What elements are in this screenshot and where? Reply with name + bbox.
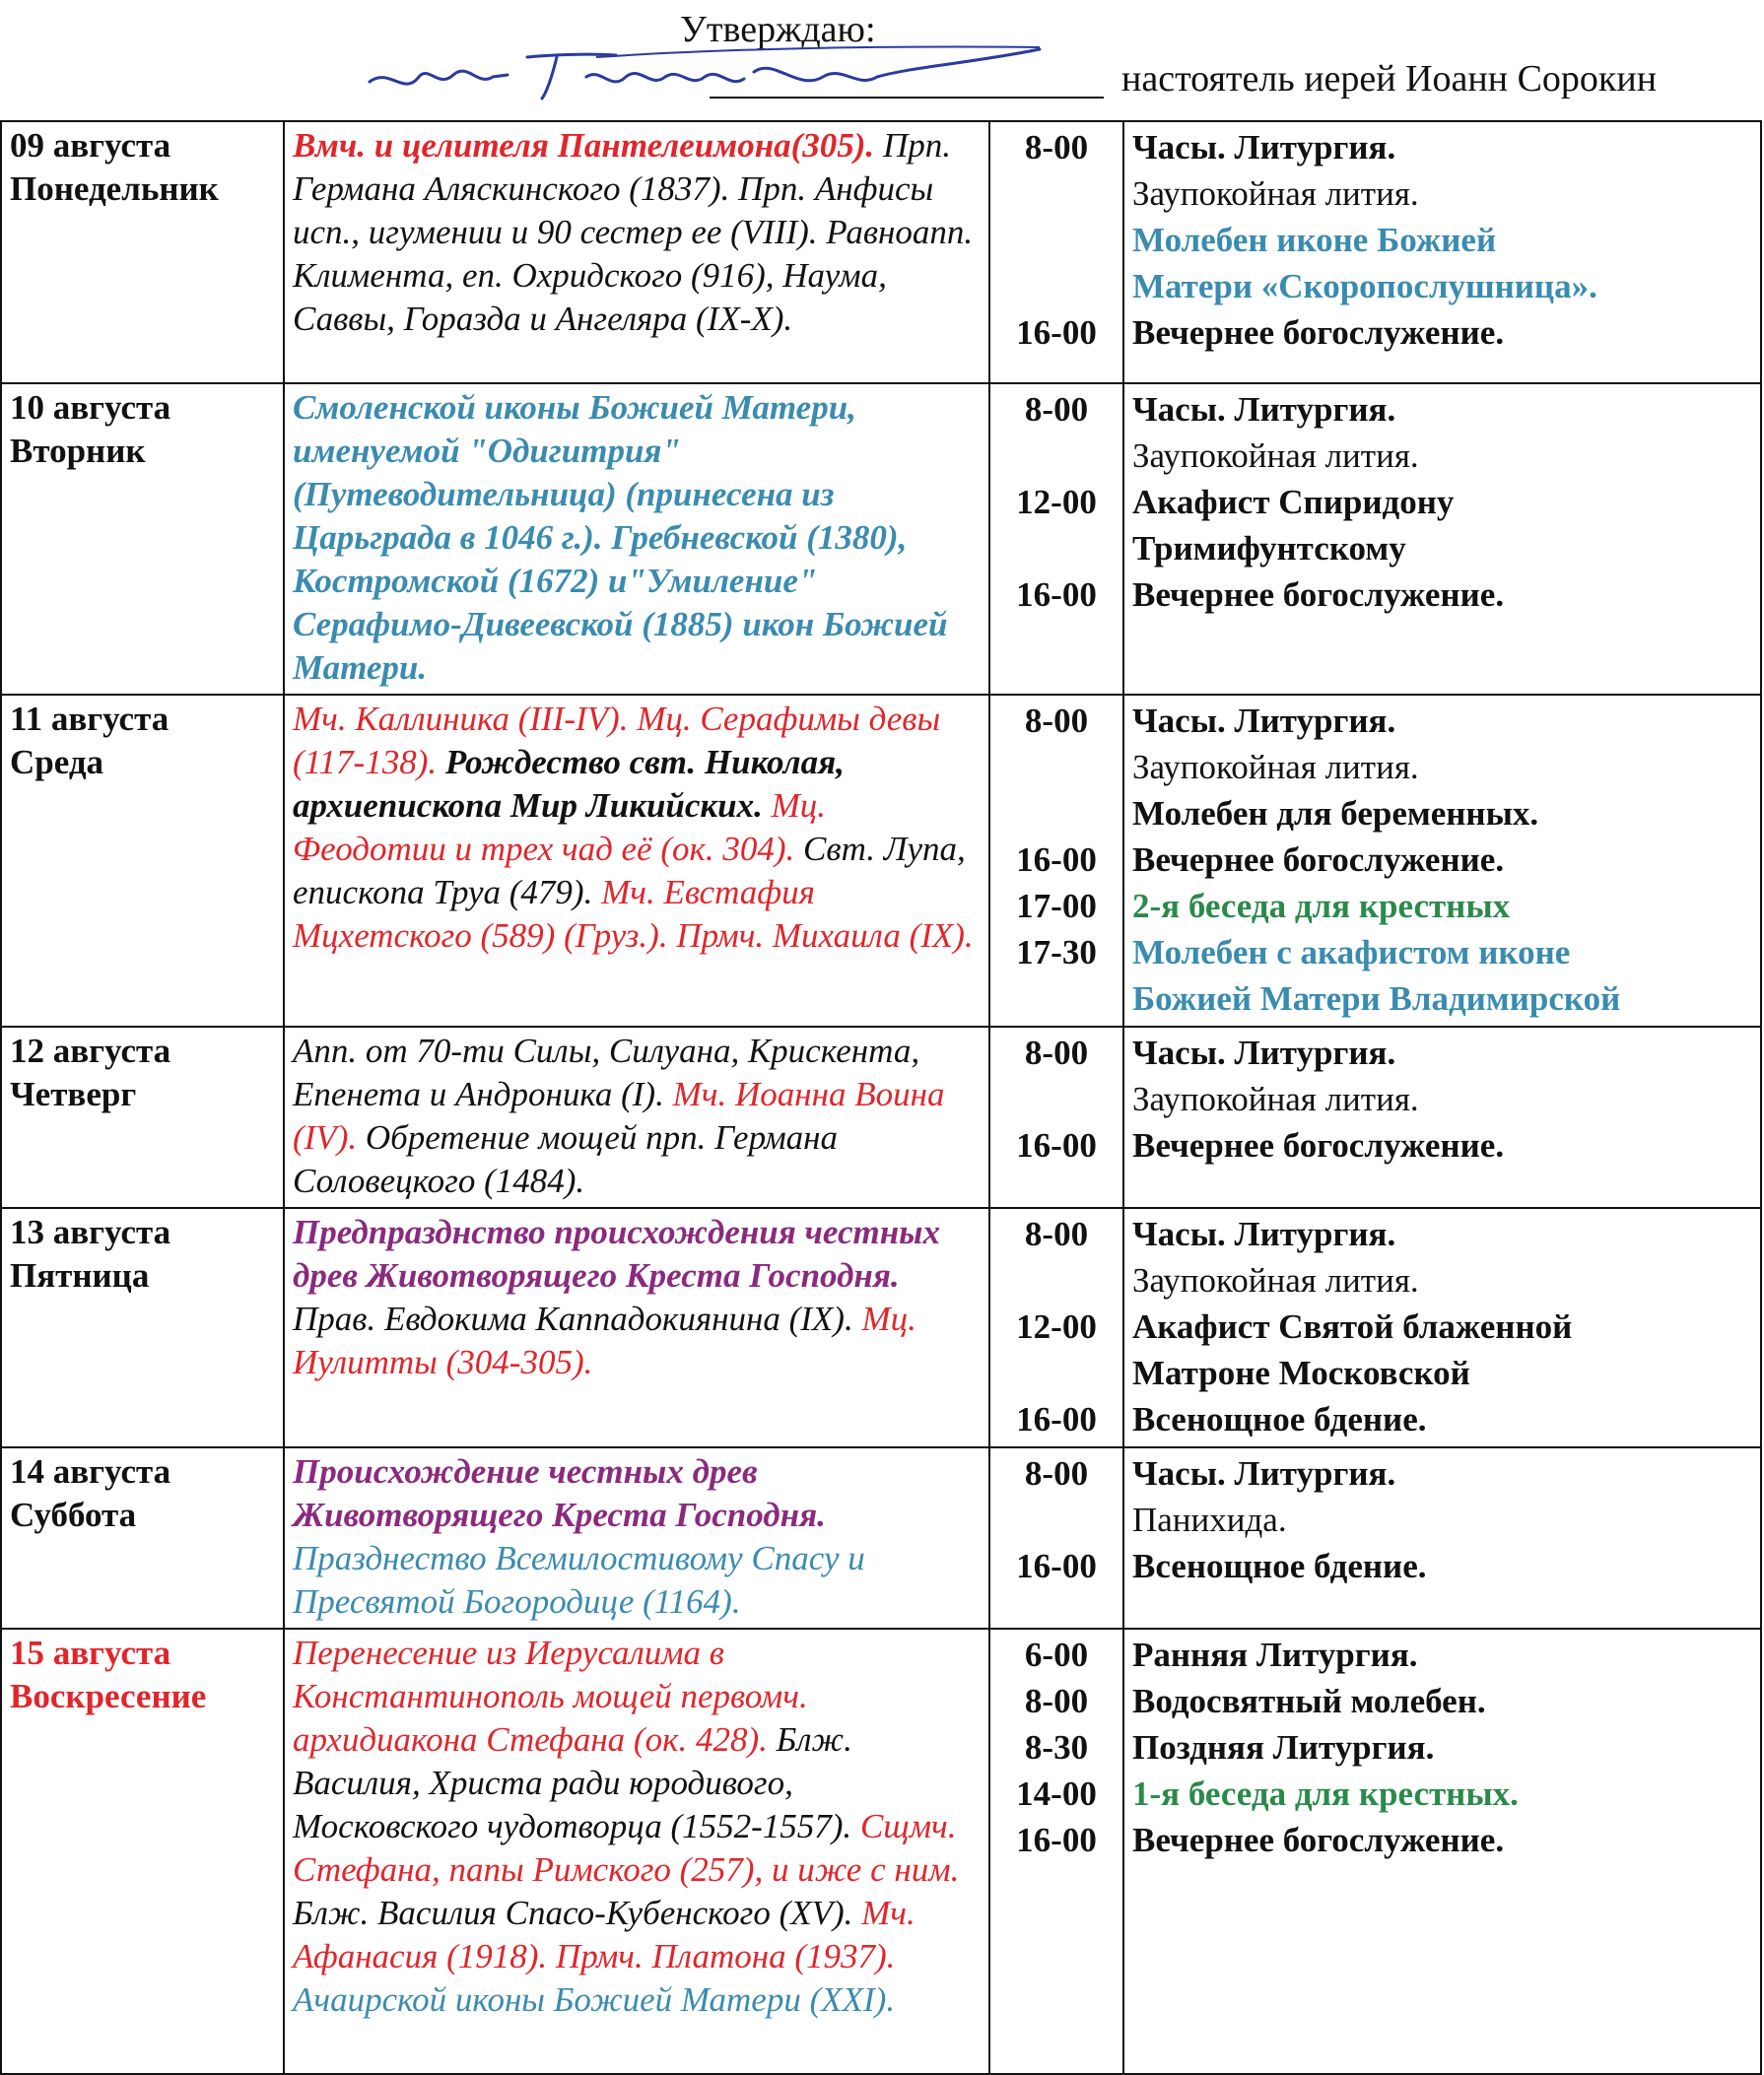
day-weekday: Вторник [10, 432, 146, 470]
saint-commemoration: Мц. Феодотии и трех чад её (ок. 304). [293, 786, 827, 868]
day-cell [1, 1629, 284, 2074]
saint-commemoration: Мч. Каллиника (III-IV). Мц. Серафимы девы (117-138). [293, 700, 941, 781]
schedule-row [1, 383, 1761, 695]
service-name: Заупокойная лития. [1132, 1261, 1419, 1300]
day-cell [1, 695, 284, 1027]
priest-name: настоятель иерей Иоанн Сорокин [1121, 58, 1658, 100]
times-cell [989, 383, 1123, 695]
saints-cell [284, 1027, 989, 1208]
service-time: 8-00 [1024, 390, 1089, 429]
schedule-body [1, 121, 1761, 2074]
service-name: Матроне Московской [1132, 1354, 1470, 1392]
saints-cell [284, 1447, 989, 1629]
saint-commemoration: Празднество Всемилостивому Спасу и Пресвятой Богородице (1164). [293, 1539, 865, 1621]
times-cell [989, 695, 1123, 1027]
day-date: 11 августа [10, 700, 170, 738]
day-cell [1, 1447, 284, 1629]
service-name: Вечернее богослужение. [1132, 313, 1505, 352]
saint-commemoration: Ачаирской иконы Божией Матери (XXI). [293, 1980, 896, 2019]
service-time [998, 1350, 1115, 1396]
day-cell [1, 1208, 284, 1447]
service-name: Матери «Скоропослушница». [1132, 267, 1597, 305]
day-weekday: Среда [10, 743, 104, 781]
service-time [998, 790, 1115, 837]
service-name: Вечернее богослужение. [1132, 1126, 1505, 1165]
service-time: 16-00 [1016, 1400, 1097, 1439]
day-cell [1, 1027, 284, 1208]
saint-commemoration: Мч. Евстафия Мцхетского (589) (Груз.). Прмч. Михаила (IX). [293, 873, 974, 955]
service-time: 16-00 [1016, 1547, 1097, 1585]
saint-commemoration: Мч. Афанасия (1918). Прмч. Платона (1937). [293, 1894, 916, 1975]
times-cell [989, 1629, 1123, 2074]
service-name: Тримифунтскому [1132, 529, 1406, 568]
saint-commemoration: Блж. Василия Спасо-Кубенского (XV). [293, 1894, 853, 1932]
service-time: 8-00 [1024, 1215, 1089, 1253]
day-weekday: Четверг [10, 1075, 137, 1113]
service-name: Панихида. [1132, 1501, 1287, 1539]
day-weekday: Понедельник [10, 169, 219, 208]
service-time: 8-00 [1024, 128, 1089, 167]
service-time: 16-00 [1016, 1821, 1097, 1859]
service-time [998, 217, 1115, 263]
day-cell [1, 121, 284, 383]
service-time: 8-00 [1024, 1682, 1089, 1720]
times-cell [989, 1447, 1123, 1629]
service-time [998, 170, 1115, 217]
service-name: Заупокойная лития. [1132, 748, 1419, 786]
service-name: Часы. Литургия. [1132, 1034, 1396, 1072]
saint-commemoration: Рождество свт. Николая, архиепископа Мир Ликийских. [293, 743, 845, 825]
service-name: Акафист Спиридону [1132, 483, 1455, 521]
service-time: 16-00 [1016, 313, 1097, 352]
service-name: Часы. Литургия. [1132, 1454, 1396, 1493]
service-name: 2-я беседа для крестных [1132, 887, 1511, 925]
service-time: 8-00 [1024, 1454, 1089, 1493]
day-weekday: Пятница [10, 1256, 150, 1295]
schedule-row [1, 695, 1761, 1027]
service-name: Вечернее богослужение. [1132, 575, 1505, 614]
services-cell [1123, 1447, 1761, 1629]
service-name: Заупокойная лития. [1132, 1080, 1419, 1118]
service-time: 14-00 [1016, 1774, 1097, 1813]
service-time: 6-00 [1024, 1636, 1089, 1674]
schedule-row [1, 121, 1761, 383]
service-name: Часы. Литургия. [1132, 702, 1396, 740]
service-time: 8-00 [1024, 702, 1089, 740]
times-cell [989, 1208, 1123, 1447]
day-weekday: Суббота [10, 1496, 137, 1534]
day-date: 15 августа [10, 1634, 171, 1672]
day-date: 10 августа [10, 388, 171, 427]
saint-commemoration: Смоленской иконы Божией Матери, именуемой "Одигитрия" (Путеводительница) (принесена из Царьграда в 1046 г.). Гребневской (1380), Костромской (1672) и"Умиление" Серафимо-Дивеевской (1885) икон Божией Матери. [293, 388, 948, 687]
services-cell [1123, 121, 1761, 383]
saint-commemoration: Свт. Лупа, епископа Труа (479). [293, 830, 966, 911]
saints-cell [284, 383, 989, 695]
saint-commemoration: Прп. Германа Аляскинского (1837). Прп. Анфисы исп., игумении и 90 сестер ее (VIII). Равноапп. Климента, еп. Охридского (916), Наума, Саввы, Горазда и Ангеляра (IX-X). [293, 126, 974, 338]
service-name: Вечернее богослужение. [1132, 1821, 1505, 1859]
service-name: Водосвятный молебен. [1132, 1682, 1486, 1720]
service-name: Всенощное бдение. [1132, 1400, 1427, 1439]
day-cell [1, 383, 284, 695]
service-name: Акафист Святой блаженной [1132, 1307, 1573, 1346]
schedule-row [1, 1208, 1761, 1447]
service-time: 8-30 [1024, 1728, 1089, 1767]
services-cell [1123, 695, 1761, 1027]
schedule-row [1, 1629, 1761, 2074]
services-cell [1123, 1208, 1761, 1447]
service-name: Молебен с акафистом иконе [1132, 933, 1571, 971]
saint-commemoration: Апп. от 70-ти Силы, Силуана, Крискента, Епенета и Андроника (I). [293, 1032, 920, 1113]
saint-commemoration: Мч. Иоанна Воина (IV). [293, 1075, 945, 1157]
saint-commemoration: Предпразднство происхождения честных древ Животворящего Креста Господня. [293, 1213, 940, 1295]
service-name: Поздняя Литургия. [1132, 1728, 1435, 1767]
service-name: 1-я беседа для крестных. [1132, 1774, 1519, 1813]
service-time: 16-00 [1016, 1126, 1097, 1165]
service-name: Молебен иконе Божией [1132, 221, 1497, 259]
service-time: 8-00 [1024, 1034, 1089, 1072]
saint-commemoration: Обретение мощей прп. Германа Соловецкого (1484). [293, 1118, 839, 1200]
saint-commemoration: Происхождение честных древ Животворящего Креста Господня. [293, 1452, 826, 1534]
service-time: 12-00 [1016, 1307, 1097, 1346]
day-date: 12 августа [10, 1032, 171, 1070]
saints-cell [284, 121, 989, 383]
signature-line [710, 97, 1104, 99]
service-time [998, 1257, 1115, 1304]
service-name: Всенощное бдение. [1132, 1547, 1427, 1585]
service-time [998, 263, 1115, 309]
times-cell [989, 1027, 1123, 1208]
service-time: 12-00 [1016, 483, 1097, 521]
service-time [998, 975, 1115, 1022]
saint-commemoration: Перенесение из Иерусалима в Константинополь мощей первомч. архидиакона Стефана (ок. 428). [293, 1634, 808, 1759]
service-name: Заупокойная лития. [1132, 436, 1419, 475]
day-weekday: Воскресение [10, 1677, 207, 1715]
services-cell [1123, 1027, 1761, 1208]
service-time [998, 1076, 1115, 1122]
day-date: 09 августа [10, 126, 171, 165]
saint-commemoration: Прав. Евдокима Каппадокиянина (IX). [293, 1300, 853, 1338]
saint-commemoration: Мц. Иулитты (304-305). [293, 1300, 916, 1381]
saints-cell [284, 695, 989, 1027]
service-name: Божией Матери Владимирской [1132, 979, 1621, 1018]
service-name: Часы. Литургия. [1132, 128, 1396, 167]
service-time [998, 525, 1115, 571]
service-time [998, 744, 1115, 790]
saints-cell [284, 1629, 989, 2074]
service-time: 17-30 [1016, 933, 1097, 971]
service-time [998, 433, 1115, 479]
saint-commemoration: Сщмч. Стефана, папы Римского (257), и иже с ним. [293, 1807, 960, 1889]
approval-label: Утверждаю: [680, 9, 876, 50]
services-cell [1123, 383, 1761, 695]
day-date: 13 августа [10, 1213, 171, 1251]
service-name: Заупокойная лития. [1132, 174, 1419, 213]
schedule-table [0, 120, 1762, 2075]
times-cell [989, 121, 1123, 383]
schedule-row [1, 1447, 1761, 1629]
service-time: 16-00 [1016, 840, 1097, 879]
document-header [0, 0, 1764, 118]
service-time: 16-00 [1016, 575, 1097, 614]
service-name: Вечернее богослужение. [1132, 840, 1505, 879]
service-name: Часы. Литургия. [1132, 1215, 1396, 1253]
saints-cell [284, 1208, 989, 1447]
service-name: Ранняя Литургия. [1132, 1636, 1418, 1674]
service-name: Молебен для беременных. [1132, 794, 1539, 833]
schedule-row [1, 1027, 1761, 1208]
service-time: 17-00 [1016, 887, 1097, 925]
service-name: Часы. Литургия. [1132, 390, 1396, 429]
saint-commemoration: Вмч. и целителя Пантелеимона(305). [293, 126, 875, 165]
saint-commemoration: Блж. Василия, Христа ради юродивого, Московского чудотворца (1552-1557). [293, 1720, 852, 1845]
handwritten-signature [360, 28, 1050, 116]
service-time [998, 1497, 1115, 1543]
day-date: 14 августа [10, 1452, 171, 1491]
services-cell [1123, 1629, 1761, 2074]
